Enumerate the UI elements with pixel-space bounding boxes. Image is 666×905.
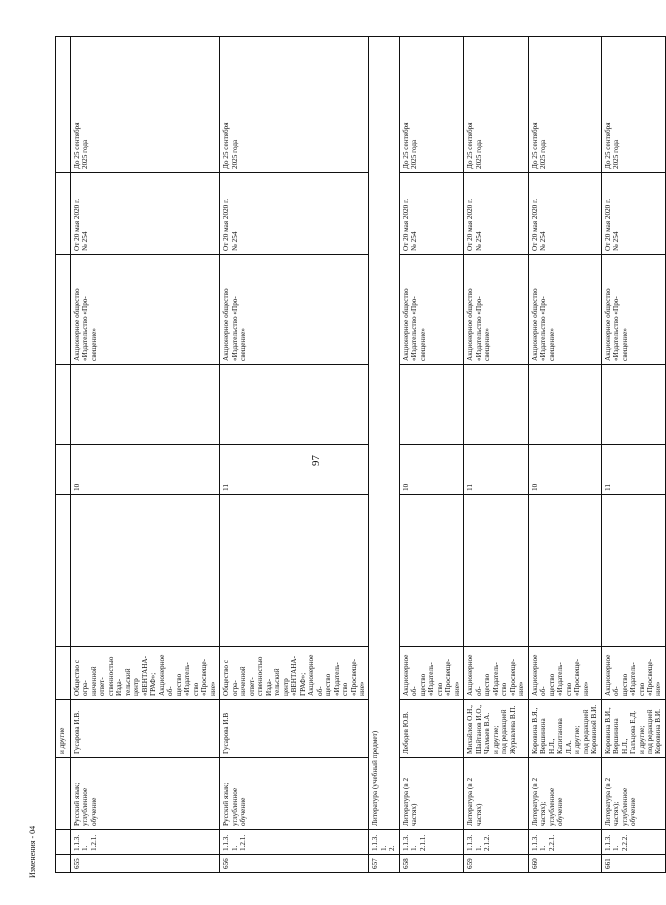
title-cell: Литература (в 2 частях); углубленное обучение xyxy=(528,758,601,830)
row-number-cell xyxy=(56,855,71,873)
until-cell: До 25 сентября 2025 года xyxy=(528,37,601,173)
table-body xyxy=(56,37,666,873)
empty-cell xyxy=(601,365,665,445)
organization-cell xyxy=(56,255,71,365)
title-cell xyxy=(56,758,71,830)
date-cell: От 20 мая 2020 г. № 254 xyxy=(464,173,528,255)
code-cell xyxy=(56,830,71,855)
title-cell: Русский язык; углубленное обучение xyxy=(71,758,220,830)
row-number-cell: 660 xyxy=(528,855,601,873)
table-row xyxy=(399,37,463,873)
empty-cell xyxy=(528,365,601,445)
table-row xyxy=(464,37,528,873)
until-cell: До 25 сентября 2025 года xyxy=(71,37,220,173)
title-cell: Литература (в 2 частях) xyxy=(464,758,528,830)
until-cell: До 25 сентября 2025 года xyxy=(601,37,665,173)
organization-cell: Акционерное общество «Издательство «Про- свещение» xyxy=(399,255,463,365)
author-cell: Гусарова И.В. xyxy=(71,700,220,758)
empty-cell xyxy=(220,495,369,647)
textbook-list-table xyxy=(55,36,666,873)
empty-cell xyxy=(601,495,665,647)
grade-cell xyxy=(56,445,71,495)
code-cell: 1.1.3.1. 2.2.1. xyxy=(528,830,601,855)
code-cell: 1.1.3.1. 2. xyxy=(369,830,399,855)
empty-cell xyxy=(71,495,220,647)
revision-note: Изменения - 04 xyxy=(28,825,37,878)
row-number-cell: 656 xyxy=(220,855,369,873)
row-number-cell: 657 xyxy=(369,855,399,873)
rotated-table-wrapper xyxy=(55,37,663,873)
grade-cell: 11 xyxy=(220,445,369,495)
code-cell: 1.1.3.1. 2.2.2. xyxy=(601,830,665,855)
code-cell: 1.1.3.1. 1.2.1. xyxy=(71,830,220,855)
empty-cell xyxy=(56,495,71,647)
author-cell: Коровина В.Я., Вершинина Н.Л., Капитанова Л.А. и другие; под редакцией Коровиной В.И. xyxy=(528,700,601,758)
row-number-cell: 659 xyxy=(464,855,528,873)
empty-cell xyxy=(56,365,71,445)
empty-cell xyxy=(528,495,601,647)
until-cell xyxy=(56,37,71,173)
code-cell: 1.1.3.1. 1.2.1. xyxy=(220,830,369,855)
until-cell: До 25 сентября 2025 года xyxy=(399,37,463,173)
organization-cell: Акционерное общество «Издательство «Про- свещение» xyxy=(71,255,220,365)
date-cell: От 20 мая 2020 г. № 254 xyxy=(601,173,665,255)
table-row xyxy=(71,37,220,873)
publisher-cell: Общество с огра- ниченной ответ- ственностью Изда- тельский центр «ВЕНТАНА- ГРАФ»; Акционерное об- щество «Издатель- ство «Просвеще- ние» xyxy=(71,647,220,700)
empty-cell xyxy=(220,365,369,445)
author-cell: Лебедев Ю.В. xyxy=(399,700,463,758)
organization-cell: Акционерное общество «Издательство «Про- свещение» xyxy=(528,255,601,365)
date-cell: От 20 мая 2020 г. № 254 xyxy=(528,173,601,255)
section-title-cell: Литература (учебный предмет) xyxy=(369,37,399,830)
table-row xyxy=(528,37,601,873)
empty-cell xyxy=(464,495,528,647)
title-cell: Русский язык; углубленное обучение xyxy=(220,758,369,830)
page-number: 97 xyxy=(310,455,322,466)
publisher-cell: Акционерное об- щество «Издатель- ство «Просвеще- ние» xyxy=(601,647,665,700)
grade-cell: 10 xyxy=(71,445,220,495)
organization-cell: Акционерное общество «Издательство «Про- свещение» xyxy=(601,255,665,365)
date-cell xyxy=(56,173,71,255)
table-row xyxy=(220,37,369,873)
organization-cell: Акционерное общество «Издательство «Про- свещение» xyxy=(220,255,369,365)
until-cell: До 25 сентября 2025 года xyxy=(220,37,369,173)
table-row xyxy=(601,37,665,873)
publisher-cell: Общество с огра- ниченной ответ- ственностью Изда- тельский центр «ВЕНТАНА- ГРАФ»; Акционерное об- щество «Издатель- ство «Просвеще- ние» xyxy=(220,647,369,700)
author-cell: и другие xyxy=(56,700,71,758)
publisher-cell xyxy=(56,647,71,700)
grade-cell: 11 xyxy=(601,445,665,495)
section-row xyxy=(369,37,399,873)
empty-cell xyxy=(399,495,463,647)
continuation-row xyxy=(56,37,71,873)
author-cell: Коровина В.И., Вершинина Н.Л., Галъцова Е.Д. и другие; под редакцией Коровина В.И. xyxy=(601,700,665,758)
title-cell: Литература (в 2 частях); углубленное обучение xyxy=(601,758,665,830)
title-cell: Литература (в 2 частях) xyxy=(399,758,463,830)
publisher-cell: Акционерное об- щество «Издатель- ство «Просвеще- ние» xyxy=(528,647,601,700)
author-cell: Гусарова И.В xyxy=(220,700,369,758)
publisher-cell: Акционерное об- щество «Издатель- ство «Просвеще- ние» xyxy=(464,647,528,700)
row-number-cell: 661 xyxy=(601,855,665,873)
code-cell: 1.1.3.1. 2.1.2. xyxy=(464,830,528,855)
publisher-cell: Акционерное об- щество «Издатель- ство «Просвеще- ние» xyxy=(399,647,463,700)
row-number-cell: 658 xyxy=(399,855,463,873)
grade-cell: 11 xyxy=(464,445,528,495)
grade-cell: 10 xyxy=(399,445,463,495)
date-cell: От 20 мая 2020 г. № 254 xyxy=(399,173,463,255)
code-cell: 1.1.3.1. 2.1.1. xyxy=(399,830,463,855)
date-cell: От 20 мая 2020 г. № 254 xyxy=(71,173,220,255)
date-cell: От 20 мая 2020 г. № 254 xyxy=(220,173,369,255)
empty-cell xyxy=(71,365,220,445)
empty-cell xyxy=(464,365,528,445)
organization-cell: Акционерное общество «Издательство «Про- свещение» xyxy=(464,255,528,365)
empty-cell xyxy=(399,365,463,445)
until-cell: До 25 сентября 2025 года xyxy=(464,37,528,173)
grade-cell: 10 xyxy=(528,445,601,495)
author-cell: Михайлов О.Н., Шайтанов И.О., Чалмаев В.А. и другие; под редакцией Журавлева В.П. xyxy=(464,700,528,758)
row-number-cell: 655 xyxy=(71,855,220,873)
